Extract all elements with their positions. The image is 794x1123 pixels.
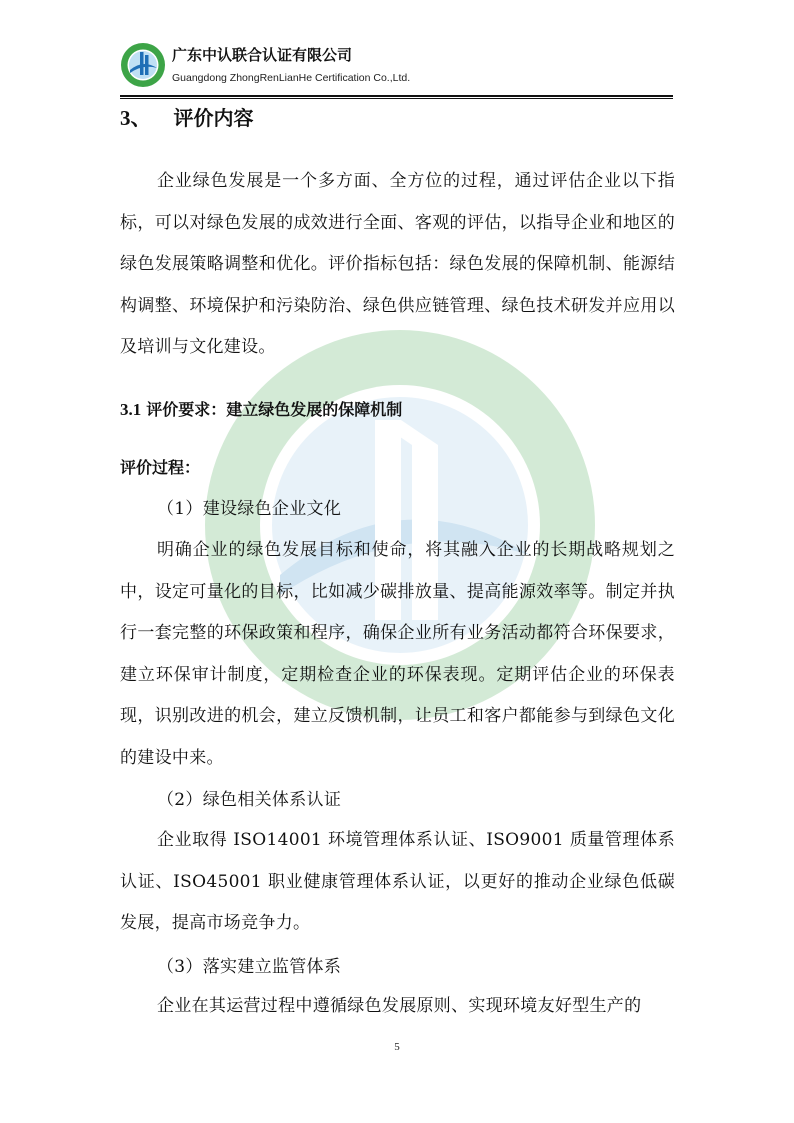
section-number: 3、 [120, 106, 152, 130]
subsection-heading [120, 397, 402, 420]
company-name-cn: 广东中认联合认证有限公司 [172, 46, 353, 64]
item-paragraph-1: 明确企业的绿色发展目标和使命，将其融入企业的长期战略规划之中，设定可量化的目标，比如减少碳排放量、提高能源效率等。制定并执行一套完整的环保政策和程序，确保企业所有业务活动都符合环保要求，建立环保审计制度，定期检查企业的环保表现。定期评估企业的环保表现，识别改进的机会，建立反馈机制，让员工和客户都能参与到绿色文化的建设中来。 [120, 540, 675, 768]
item-paragraph-3: 企业在其运营过程中遵循绿色发展原则、实现环境友好型生产的 [157, 996, 642, 1016]
subsection-title: 评价要求：建立绿色发展的保障机制 [146, 400, 403, 419]
header-divider [120, 95, 673, 97]
section-title: 评价内容 [173, 106, 254, 130]
process-label: 评价过程： [120, 458, 201, 477]
item-label-1: （1）建设绿色企业文化 [157, 499, 342, 519]
company-logo-icon [120, 42, 166, 88]
page-header [120, 40, 676, 96]
page-number: 5 [394, 1041, 400, 1053]
company-name-en: Guangdong ZhongRenLianHe Certification Co.,Ltd. [172, 72, 411, 84]
subsection-number: 3.1 [120, 400, 142, 419]
item-label-2: （2）绿色相关体系认证 [157, 790, 342, 810]
section-heading [120, 102, 254, 132]
item-label-3: （3）落实建立监管体系 [157, 957, 342, 977]
section-intro-paragraph: 企业绿色发展是一个多方面、全方位的过程，通过评估企业以下指标，可以对绿色发展的成效进行全面、客观的评估，以指导企业和地区的绿色发展策略调整和优化。评价指标包括：绿色发展的保障机制、能源结构调整、环境保护和污染防治、绿色供应链管理、绿色技术研发并应用以及培训与文化建设。 [120, 171, 675, 357]
item-paragraph-2: 企业取得 ISO14001 环境管理体系认证、ISO9001 质量管理体系认证、ISO45001 职业健康管理体系认证，以更好的推动企业绿色低碳发展，提高市场竞争力。 [120, 830, 675, 933]
header-divider-thin [120, 98, 673, 99]
